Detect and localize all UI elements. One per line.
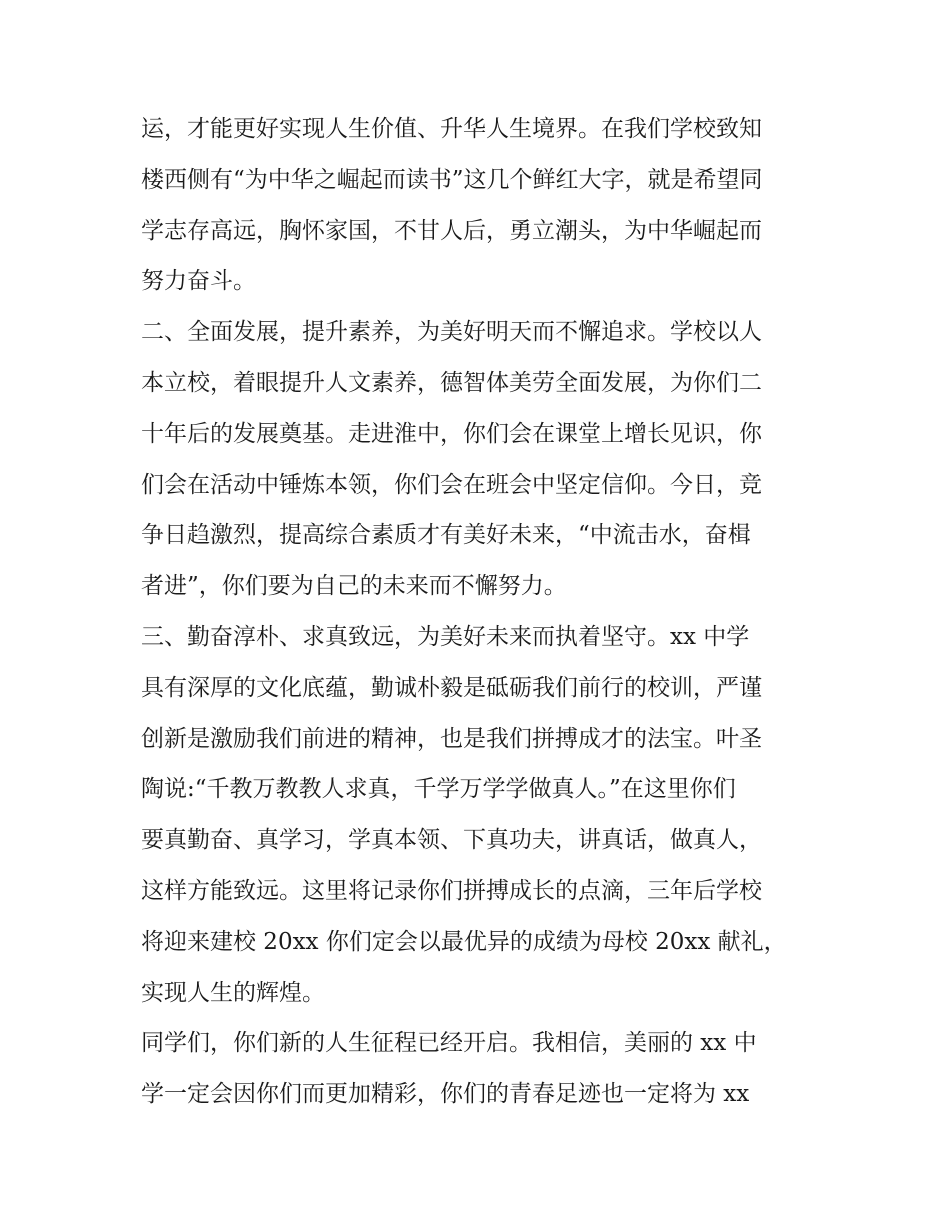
section-two-heading-line: 二、全面发展，提升素养，为美好明天而不懈追求。学校以人 <box>141 319 762 346</box>
text-line: 要真勤奋、真学习，学真本领、下真功夫，讲真话，做真人， <box>141 827 762 854</box>
text-line: 运，才能更好实现人生价值、升华人生境界。在我们学校致知 <box>141 116 762 142</box>
text-line: 学志存高远，胸怀家国，不甘人后，勇立潮头，为中华崛起而 <box>141 217 762 244</box>
text-line: 学一定会因你们而更加精彩，你们的青春足迹也一定将为 xx <box>141 1081 750 1108</box>
text-line: 争日趋激烈，提高综合素质才有美好未来，“中流击水，奋楫 <box>141 522 751 549</box>
text-line: 将迎来建校 20xx 你们定会以最优异的成绩为母校 20xx 献礼， <box>141 928 787 955</box>
text-line: 实现人生的辉煌。 <box>141 979 325 1006</box>
text-line: 们会在活动中锤炼本领，你们会在班会中坚定信仰。今日，竞 <box>141 471 762 498</box>
text-line: 努力奋斗。 <box>141 268 256 295</box>
text-line: 楼西侧有“为中华之崛起而读书”这几个鲜红大字，就是希望同 <box>141 166 763 193</box>
text-line: 创新是激励我们前进的精神，也是我们拼搏成才的法宝。叶圣 <box>141 725 762 752</box>
text-line: 陶说:“千教万教教人求真，千学万学学做真人。”在这里你们 <box>141 776 736 803</box>
closing-paragraph-line: 同学们，你们新的人生征程已经开启。我相信，美丽的 xx 中 <box>141 1030 757 1057</box>
section-three-heading-line: 三、勤奋淳朴、求真致远，为美好未来而执着坚守。xx 中学 <box>141 623 750 650</box>
text-line: 十年后的发展奠基。走进淮中，你们会在课堂上增长见识，你 <box>141 420 762 447</box>
text-line: 这样方能致远。这里将记录你们拼搏成长的点滴，三年后学校 <box>141 877 762 904</box>
text-line: 本立校，着眼提升人文素养，德智体美劳全面发展，为你们二 <box>141 369 762 396</box>
text-line: 具有深厚的文化底蕴，勤诚朴毅是砥砺我们前行的校训，严谨 <box>141 674 762 701</box>
body-text <box>141 104 821 1120</box>
text-line: 者进”，你们要为自己的未来而不懈努力。 <box>141 573 567 600</box>
